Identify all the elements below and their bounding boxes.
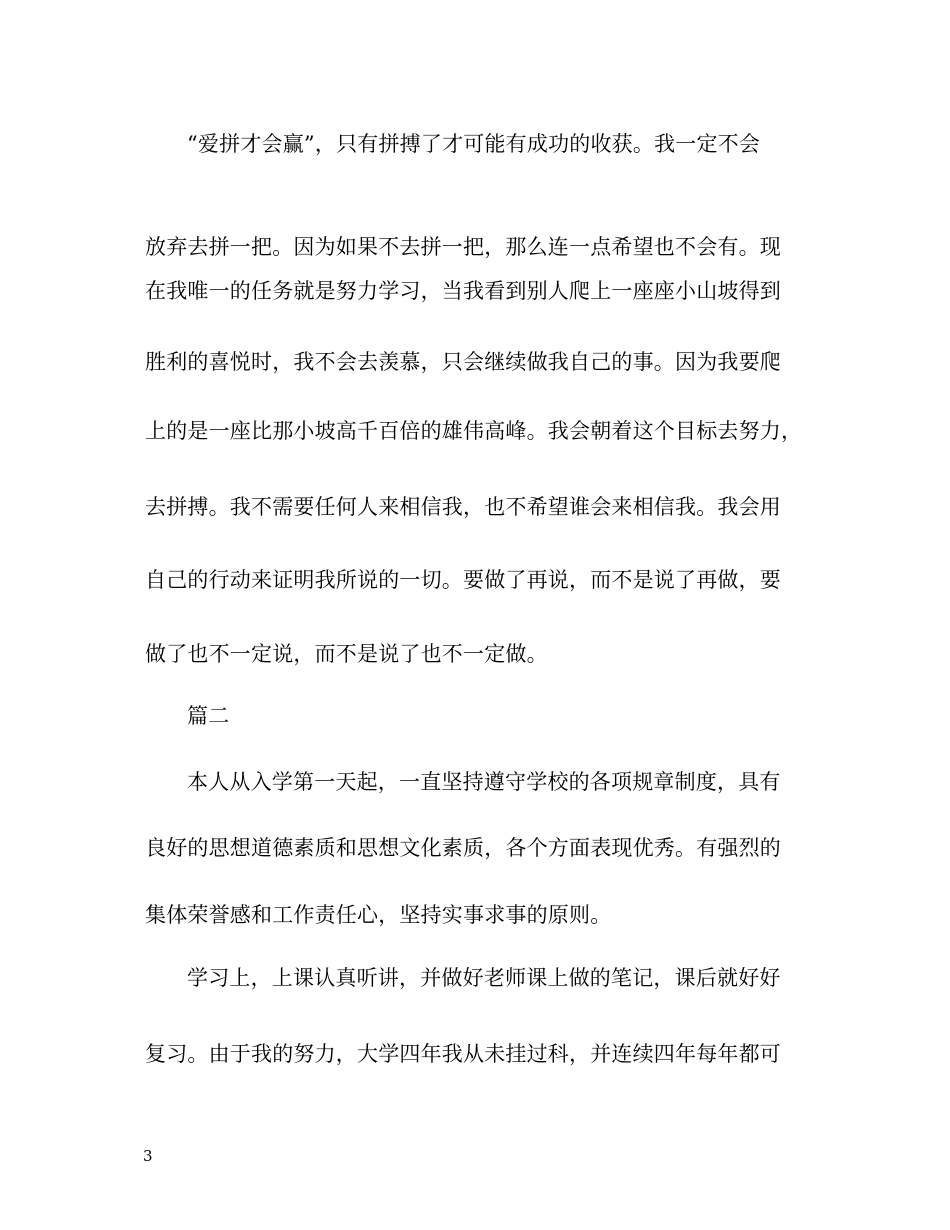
paragraph-line: 做了也不一定说，而不是说了也不一定做。 xyxy=(145,642,548,666)
paragraph-line: 胜利的喜悦时，我不会去羡慕，只会继续做我自己的事。因为我要爬 xyxy=(145,350,781,374)
paragraph-line: 集体荣誉感和工作责任心，坚持实事求事的原则。 xyxy=(145,903,612,927)
paragraph-line: 学习上，上课认真听讲，并做好老师课上做的笔记，课后就好好 xyxy=(187,966,781,990)
paragraph-line: 本人从入学第一天起，一直坚持遵守学校的各项规章制度，具有 xyxy=(187,770,781,794)
paragraph-line: 放弃去拼一把。因为如果不去拼一把，那么连一点希望也不会有。现 xyxy=(145,235,781,259)
paragraph-line: 在我唯一的任务就是努力学习，当我看到别人爬上一座座小山坡得到 xyxy=(145,279,781,303)
paragraph-line: “爱拼才会赢”，只有拼搏了才可能有成功的收获。我一定不会 xyxy=(187,132,761,156)
section-heading: 篇二 xyxy=(187,704,230,728)
page-number: 3 xyxy=(143,1147,153,1165)
paragraph-line: 去拼搏。我不需要任何人来相信我，也不希望谁会来相信我。我会用 xyxy=(145,495,781,519)
paragraph-line: 复习。由于我的努力，大学四年我从未挂过科，并连续四年每年都可 xyxy=(145,1042,781,1066)
paragraph-line: 自己的行动来证明我所说的一切。要做了再说，而不是说了再做，要 xyxy=(145,568,781,592)
paragraph-line: 上的是一座比那小坡高千百倍的雄伟高峰。我会朝着这个目标去努力， xyxy=(145,419,803,443)
paragraph-line: 良好的思想道德素质和思想文化素质，各个方面表现优秀。有强烈的 xyxy=(145,836,781,860)
